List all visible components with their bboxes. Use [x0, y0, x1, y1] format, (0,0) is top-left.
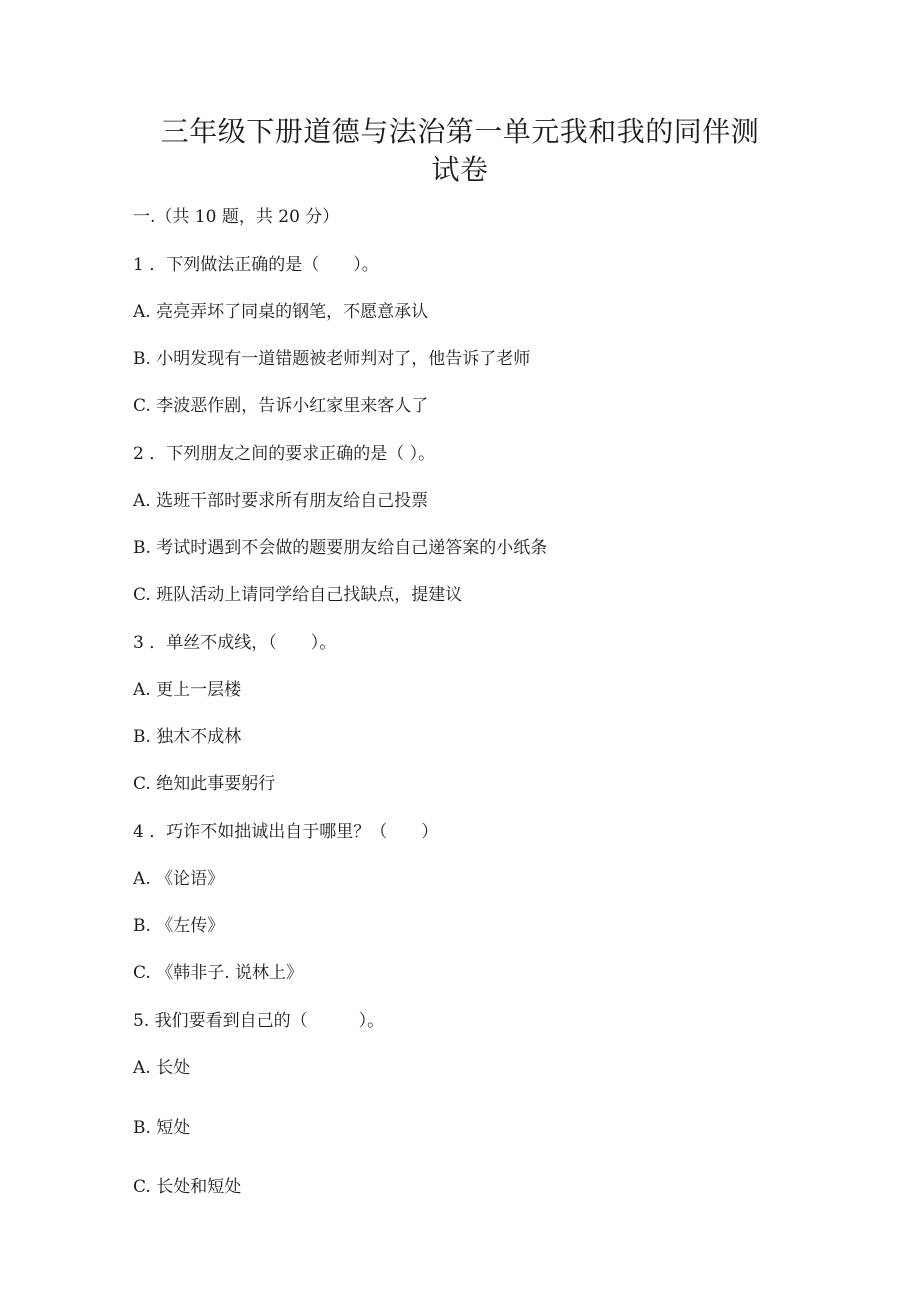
question-3-option-b: B. 独木不成林: [133, 727, 242, 747]
question-5-option-b: B. 短处: [133, 1118, 191, 1138]
question-5-option-a: A. 长处: [133, 1058, 191, 1078]
question-4-option-c: C. 《韩非子. 说林上》: [133, 963, 304, 983]
question-1-option-c: C. 李波恶作剧，告诉小红家里来客人了: [133, 396, 429, 416]
exam-title: 三年级下册道德与法治第一单元我和我的同伴测试卷: [160, 115, 760, 186]
question-4-option-b: B. 《左传》: [133, 916, 225, 936]
question-3-option-a: A. 更上一层楼: [133, 680, 242, 700]
question-4-option-a: A. 《论语》: [133, 869, 225, 889]
question-5-option-c: C. 长处和短处: [133, 1177, 242, 1197]
question-2-option-b: B. 考试时遇到不会做的题要朋友给自己递答案的小纸条: [133, 538, 548, 558]
question-2-option-a: A. 选班干部时要求所有朋友给自己投票: [133, 491, 429, 511]
question-2-stem: 2 ．下列朋友之间的要求正确的是（ ）。: [133, 444, 436, 464]
question-3-stem: 3 ．单丝不成线，（ ）。: [133, 633, 337, 653]
question-2-option-c: C. 班队活动上请同学给自己找缺点，提建议: [133, 585, 463, 605]
question-1-option-a: A. 亮亮弄坏了同桌的钢笔，不愿意承认: [133, 302, 429, 322]
question-3-option-c: C. 绝知此事要躬行: [133, 774, 276, 794]
question-1-option-b: B. 小明发现有一道错题被老师判对了，他告诉了老师: [133, 349, 531, 369]
question-5-stem: 5. 我们要看到自己的（ ）。: [133, 1011, 385, 1031]
question-4-stem: 4 ．巧诈不如拙诚出自于哪里？（ ）: [133, 822, 439, 842]
question-1-stem: 1 ．下列做法正确的是（ ）。: [133, 255, 379, 275]
section-header: 一.（共 10 题，共 20 分）: [133, 207, 340, 227]
